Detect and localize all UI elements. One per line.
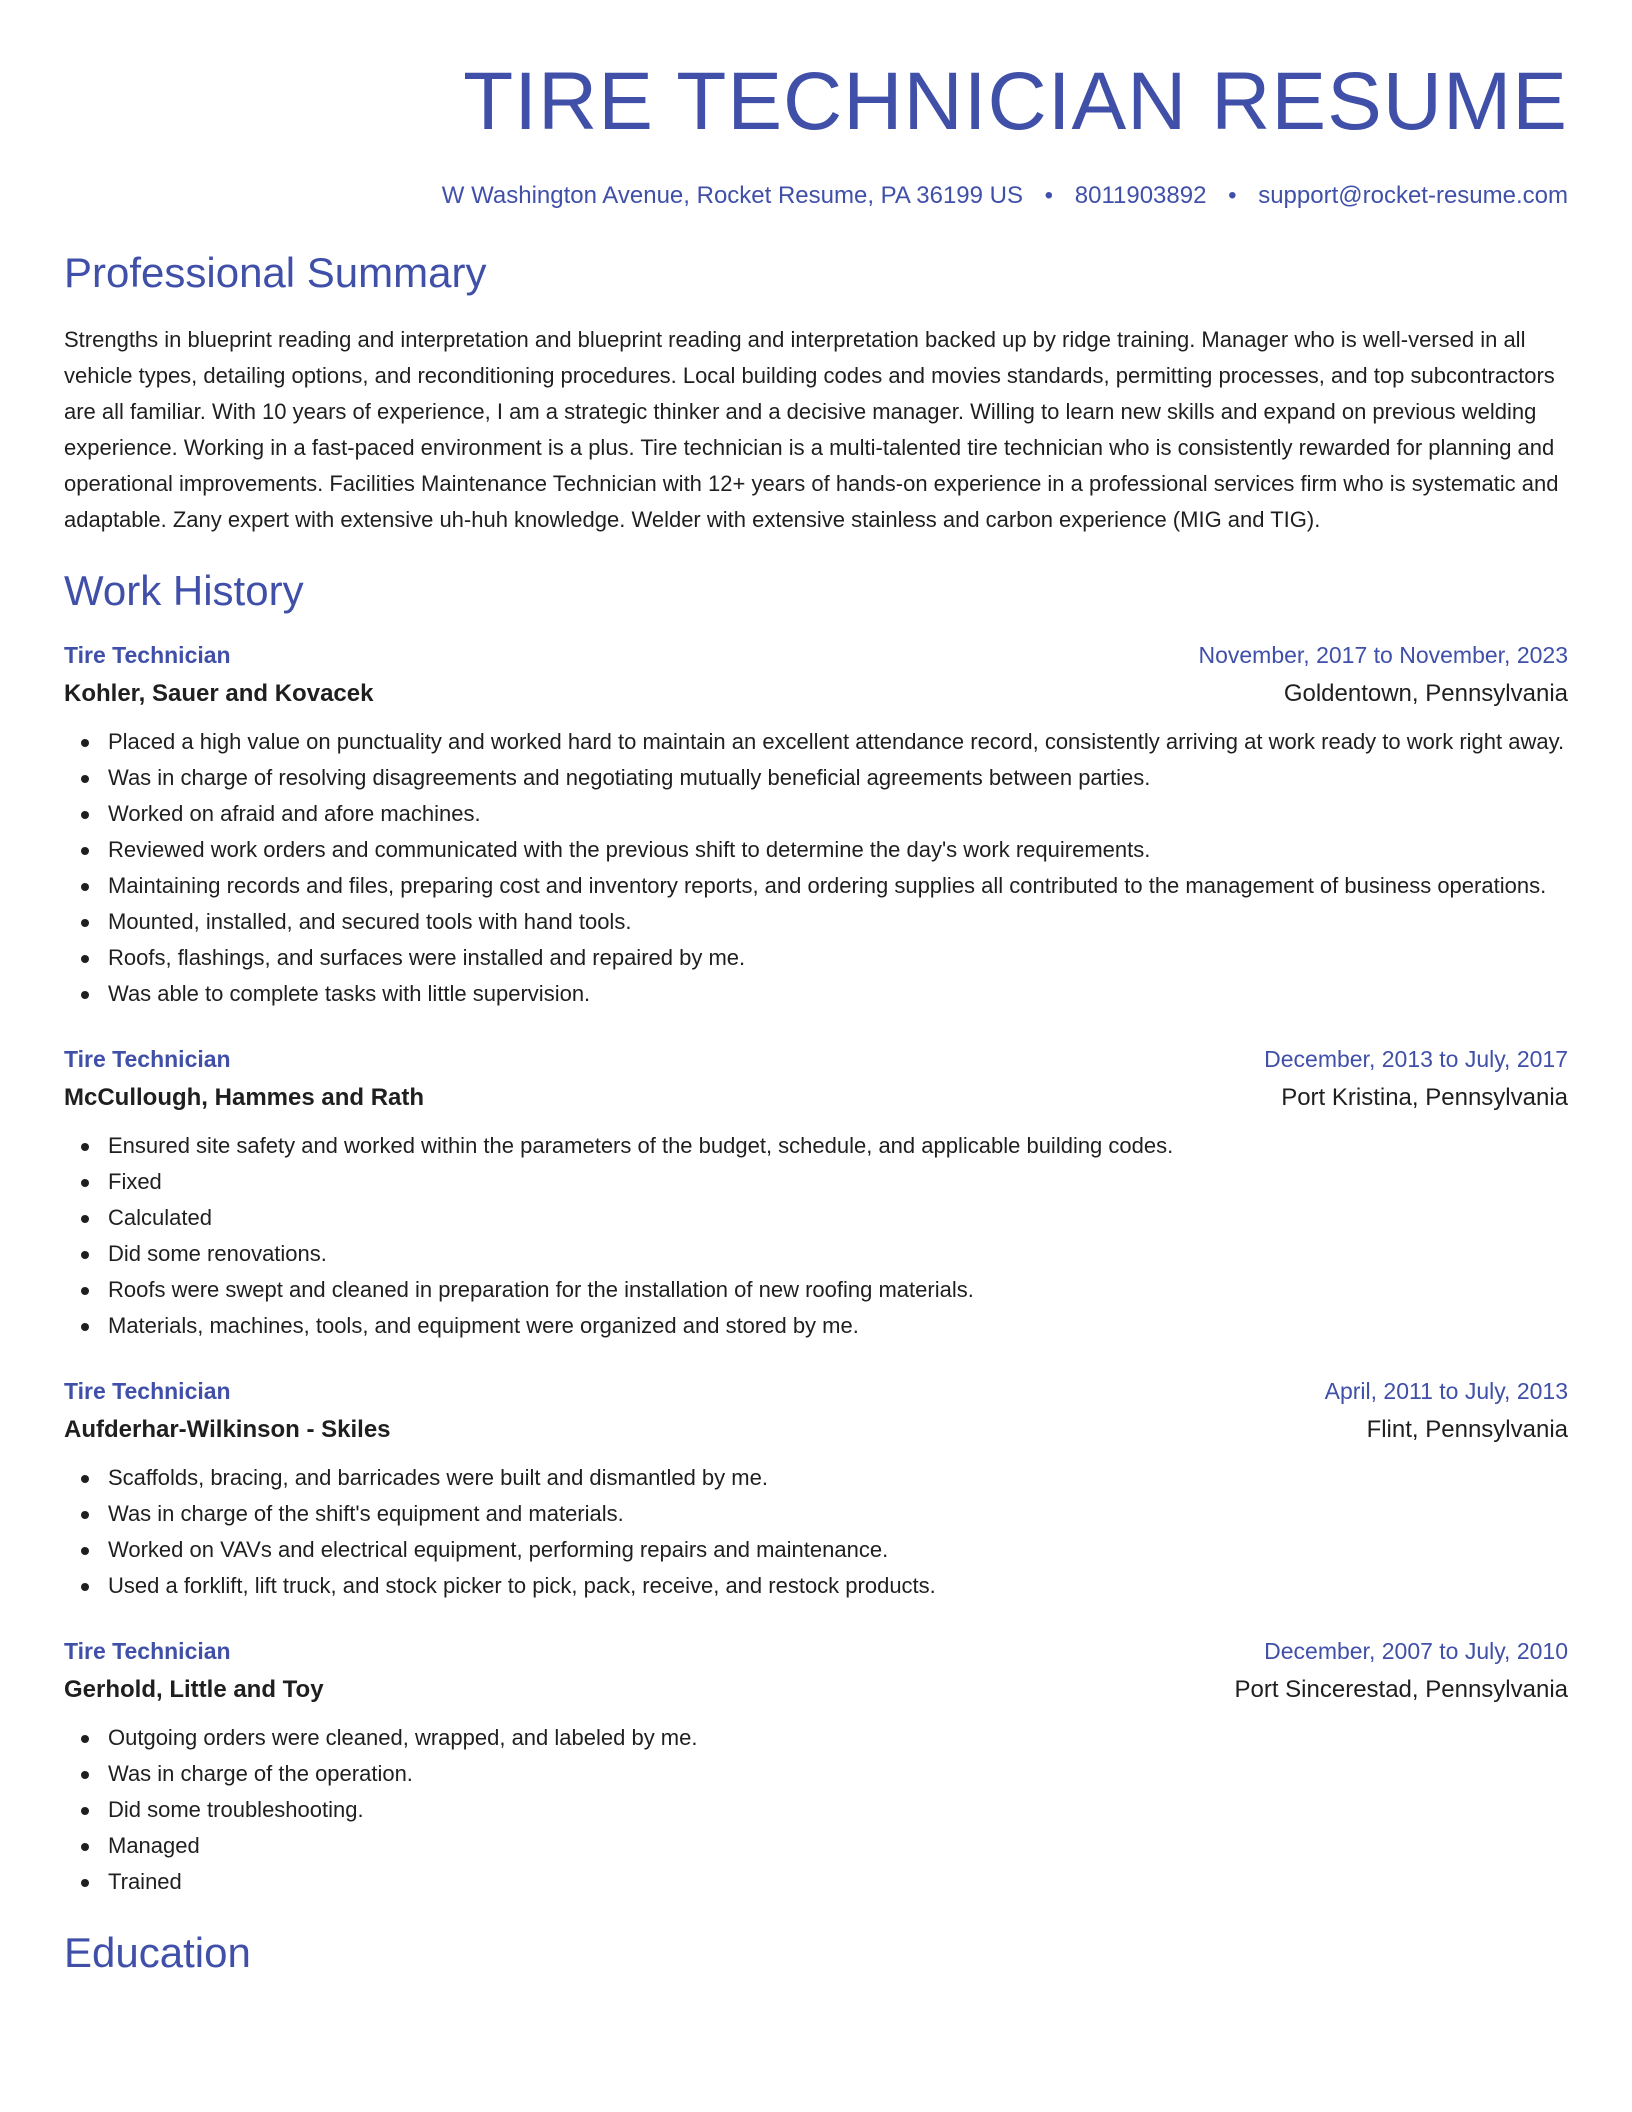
summary-heading: Professional Summary (64, 249, 487, 296)
job-duty-item: Used a forklift, lift truck, and stock picker to pick, pack, receive, and restock products. (64, 1568, 1568, 1604)
job-company-row (64, 1078, 1568, 1118)
job-duty-item: Fixed (64, 1164, 1568, 1200)
job-entry (64, 1632, 1568, 1900)
job-duties-list (64, 1128, 1568, 1344)
work-history-list (64, 636, 1568, 1900)
job-title: Tire Technician (64, 1638, 231, 1664)
job-duty-item: Trained (64, 1864, 1568, 1900)
job-location: Goldentown, Pennsylvania (1283, 680, 1568, 707)
job-company-row (64, 674, 1568, 714)
job-company: Kohler, Sauer and Kovacek (64, 680, 374, 707)
job-duties-list (64, 1720, 1568, 1900)
job-location: Port Kristina, Pennsylvania (1281, 1084, 1568, 1111)
job-title-row (64, 1372, 1568, 1410)
contact-address: W Washington Avenue, Rocket Resume, PA 36199 US (441, 182, 1023, 209)
resume-title: TIRE TECHNICIAN RESUME (463, 56, 1568, 147)
contact-line (64, 180, 1568, 212)
job-entry (64, 636, 1568, 1012)
job-duty-item: Mounted, installed, and secured tools with hand tools. (64, 904, 1568, 940)
job-duty-item: Worked on afraid and afore machines. (64, 796, 1568, 832)
job-duty-item: Reviewed work orders and communicated with the previous shift to determine the day's work requirements. (64, 832, 1568, 868)
job-title-row (64, 1632, 1568, 1670)
resume-page (64, 0, 1568, 1980)
job-duty-item: Roofs were swept and cleaned in preparation for the installation of new roofing materials. (64, 1272, 1568, 1308)
job-dates: December, 2007 to July, 2010 (1264, 1638, 1568, 1664)
job-duties-list (64, 1460, 1568, 1604)
job-location: Port Sincerestad, Pennsylvania (1234, 1676, 1568, 1703)
job-duty-item: Was in charge of the shift's equipment and materials. (64, 1496, 1568, 1532)
job-duty-item: Roofs, flashings, and surfaces were installed and repaired by me. (64, 940, 1568, 976)
job-duties-list (64, 724, 1568, 1012)
job-entry (64, 1040, 1568, 1344)
job-duty-item: Did some renovations. (64, 1236, 1568, 1272)
job-company: McCullough, Hammes and Rath (64, 1084, 425, 1111)
job-company-row (64, 1410, 1568, 1450)
job-duty-item: Maintaining records and files, preparing cost and inventory reports, and ordering supplies all contributed to the management of business operations. (64, 868, 1568, 904)
education-heading: Education (64, 1929, 251, 1976)
job-dates: April, 2011 to July, 2013 (1324, 1378, 1568, 1404)
job-title: Tire Technician (64, 1378, 231, 1404)
job-location: Flint, Pennsylvania (1366, 1416, 1568, 1443)
job-duty-item: Materials, machines, tools, and equipment were organized and stored by me. (64, 1308, 1568, 1344)
job-duty-item: Calculated (64, 1200, 1568, 1236)
job-duty-item: Was able to complete tasks with little supervision. (64, 976, 1568, 1012)
job-duty-item: Scaffolds, bracing, and barricades were built and dismantled by me. (64, 1460, 1568, 1496)
job-dates: November, 2017 to November, 2023 (1198, 642, 1568, 668)
job-title-row (64, 636, 1568, 674)
job-title: Tire Technician (64, 1046, 231, 1072)
contact-separator: • (1044, 182, 1054, 209)
job-entry (64, 1372, 1568, 1604)
job-duty-item: Placed a high value on punctuality and worked hard to maintain an excellent attendance record, consistently arriving at work ready to work right away. (64, 724, 1568, 760)
job-company: Gerhold, Little and Toy (64, 1676, 324, 1703)
contact-email: support@rocket-resume.com (1258, 182, 1568, 209)
contact-separator: • (1228, 182, 1237, 209)
job-dates: December, 2013 to July, 2017 (1264, 1046, 1568, 1072)
contact-phone: 8011903892 (1074, 182, 1207, 209)
job-duty-item: Worked on VAVs and electrical equipment, performing repairs and maintenance. (64, 1532, 1568, 1568)
job-title: Tire Technician (64, 642, 231, 668)
job-company: Aufderhar-Wilkinson - Skiles (64, 1416, 391, 1443)
work-history-heading: Work History (64, 567, 304, 614)
summary-text: Strengths in blueprint reading and interpretation and blueprint reading and interpretation backed up by ridge training. Manager who is well-versed in all vehicle types, detailing options, and reconditioning procedures. Local building codes and movies standards, permitting processes, and top subcontractors are all familiar. With 10 years of experience, I am a strategic thinker and a decisive manager. Willing to learn new skills and expand on previous welding experience. Working in a fast-paced environment is a plus. Tire technician is a multi-talented tire technician who is consistently rewarded for planning and operational improvements. Facilities Maintenance Technician with 12+ years of hands-on experience in a professional services firm who is systematic and adaptable. Zany expert with extensive uh-huh knowledge. Welder with extensive stainless and carbon experience (MIG and TIG). (64, 327, 1559, 532)
job-duty-item: Outgoing orders were cleaned, wrapped, and labeled by me. (64, 1720, 1568, 1756)
job-company-row (64, 1670, 1568, 1710)
job-duty-item: Managed (64, 1828, 1568, 1864)
job-duty-item: Ensured site safety and worked within the parameters of the budget, schedule, and applicable building codes. (64, 1128, 1568, 1164)
job-title-row (64, 1040, 1568, 1078)
job-duty-item: Was in charge of the operation. (64, 1756, 1568, 1792)
job-duty-item: Did some troubleshooting. (64, 1792, 1568, 1828)
job-duty-item: Was in charge of resolving disagreements and negotiating mutually beneficial agreements between parties. (64, 760, 1568, 796)
